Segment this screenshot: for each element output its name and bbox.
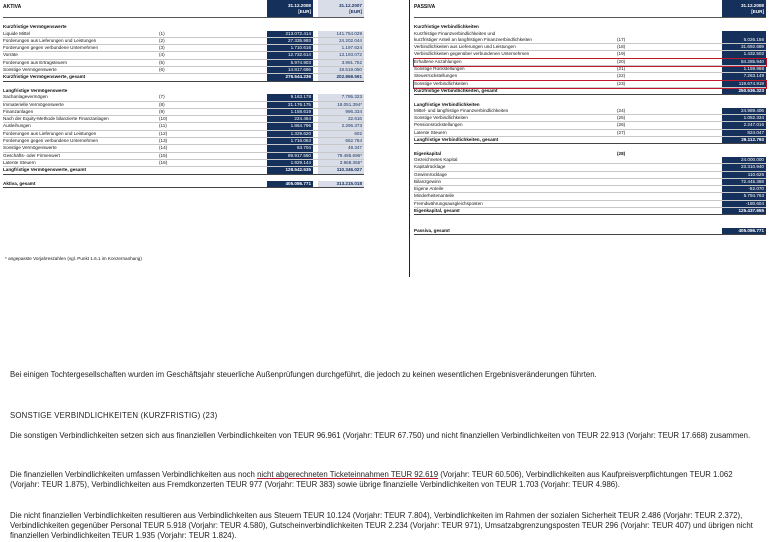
row-note: (2) xyxy=(159,37,165,43)
row-value-2008: 1.432.502 xyxy=(722,51,766,57)
table-row xyxy=(3,38,364,45)
row-value-2007: 662.784 xyxy=(318,138,364,144)
row-label: Kurzfristige Verbindlichkeiten, gesamt xyxy=(414,87,498,93)
row-label: Langfristige Verbindlichkeiten xyxy=(414,101,480,107)
row-value-2008: 110.626 xyxy=(722,172,766,178)
row-label: Sachanlagevermögen xyxy=(3,94,48,100)
row-label: Gewinnrücklage xyxy=(414,171,447,177)
table-row xyxy=(414,51,766,58)
row-note xyxy=(617,179,722,185)
row-value-2008: 7.263.149 xyxy=(722,73,766,79)
row-label: Gezeichnetes Kapital xyxy=(414,156,458,162)
row-value-2008: 63.704 xyxy=(267,145,313,151)
row-note: (19) xyxy=(617,51,626,57)
passiva-title: PASSIVA xyxy=(414,4,436,10)
table-row xyxy=(3,160,364,167)
row-label: Fremdwährungsausgleichsposten xyxy=(414,200,483,206)
row-label: Langfristige Verbindlichkeiten, gesamt xyxy=(414,137,499,143)
row-value-2008: -180.604 xyxy=(722,201,766,207)
passiva-header xyxy=(414,0,766,18)
row-note: (11) xyxy=(159,123,167,129)
row-note: (6) xyxy=(159,67,165,73)
table-row xyxy=(414,193,766,200)
table-row xyxy=(3,102,364,109)
table-row xyxy=(3,153,364,160)
row-note xyxy=(159,181,267,187)
aktiva-footnote: * angepasste Vorjahreszahlen (vgl. Punkt 1.6.1 im Konzernanhang) xyxy=(5,256,142,261)
row-value-2007: 3.968.355* xyxy=(318,160,364,166)
row-label: Kurzfristige Verbindlichkeiten xyxy=(414,24,479,30)
total-row xyxy=(414,208,766,215)
row-note: (15) xyxy=(159,152,168,158)
table-row xyxy=(414,179,766,186)
row-label: Sonstige Vermögenswerte xyxy=(3,67,57,73)
table-row xyxy=(3,131,364,138)
row-label: Latente Steuern xyxy=(3,159,36,165)
row-note: (26) xyxy=(617,122,626,128)
row-value-2007: 602 xyxy=(318,131,364,137)
aktiva-balance-sheet xyxy=(3,0,364,261)
row-value-2008: -52.070 xyxy=(722,186,766,192)
row-note: (5) xyxy=(159,59,165,65)
row-label: Geschäfts- oder Firmenwert xyxy=(3,152,60,158)
row-label: Verbindlichkeiten gegenüber verbundenen Unternehmen xyxy=(414,51,530,57)
row-value-2008: 405.086.771 xyxy=(267,181,313,187)
row-label: Kapitalrücklage xyxy=(414,164,446,170)
row-label: Minderheitenanteile xyxy=(414,193,455,199)
row-label: Nach der Equity-Methode bilanzierte Finanzanlagen xyxy=(3,116,109,122)
table-row xyxy=(414,81,766,88)
table-row xyxy=(3,67,364,74)
table-row xyxy=(414,122,766,129)
row-value-2007: 32.616 xyxy=(318,116,364,122)
row-value-2008: 72.445.368 xyxy=(722,179,766,185)
paragraph-non-financial-liabilities: Die nicht finanziellen Verbindlichkeiten resultieren aus Verbindlichkeiten aus Steuern TEUR 10.124 (Vorjahr: TEUR 7.804), Verbindlichkeiten im Rahmen der sozialen Sicherheit TEUR 2.486 (Vorjahr: TEUR 2.372), Verbindlichkeiten gegenüber Personal TEUR 5.918 (Vorjahr: TEUR 4.580), Gutscheinverbindlichkeiten TEUR 2.234 (Vorjahr: TEUR 971), Umsatzabgrenzungsposten TEUR 296 (Vorjahr: TEUR 407) und übrigen nicht finanziellen Verbindlichkeiten TEUR 1.935 (Vorjahr: TEUR 1.824). xyxy=(10,511,753,540)
row-value-2008: 128.542.535 xyxy=(267,167,313,173)
row-note: (3) xyxy=(159,45,165,51)
table-row xyxy=(414,115,766,122)
row-note: (13) xyxy=(159,138,168,144)
table-row xyxy=(3,94,364,101)
table-row xyxy=(3,138,364,145)
row-label: Forderungen aus Lieferungen und Leistungen xyxy=(3,37,97,43)
table-row xyxy=(414,66,766,73)
row-value-2007: 110.346.027 xyxy=(318,167,364,173)
row-label: kurzfristiger Anteil an langfristigen Finanzverbindlichkeiten xyxy=(414,36,532,42)
table-row xyxy=(414,157,766,164)
row-value-2007: 18.051.394* xyxy=(318,102,364,108)
row-label: Aktiva, gesamt xyxy=(3,180,36,186)
table-row xyxy=(414,186,766,193)
row-value-2007: 18.519.050 xyxy=(318,67,364,73)
row-label: Eigenkapital xyxy=(414,150,442,156)
row-label: Mittel- und langfristige Finanzverbindlichkeiten xyxy=(414,107,509,113)
row-label: Latente Steuern xyxy=(414,129,447,135)
paragraph-tax-audits: Bei einigen Tochtergesellschaften wurden im Geschäftsjahr steuerliche Außenprüfungen durchgeführt, die jedoch zu keinen wesentlichen Ergebnisveränderungen führten. xyxy=(10,370,597,379)
row-value-2008: 5.026.156 xyxy=(722,37,766,43)
row-value-2008: 1.158.619 xyxy=(267,109,313,115)
table-row xyxy=(3,31,364,38)
row-value-2007: 996.334 xyxy=(318,109,364,115)
aktiva-title: AKTIVA xyxy=(3,4,22,10)
table-row xyxy=(3,145,364,152)
row-note: (27) xyxy=(617,129,626,135)
row-label: Verbindlichkeiten aus Lieferungen und Leistungen xyxy=(414,44,516,50)
underlined-ticket-revenue: nicht abgerechneten Ticketeinnahmen TEUR 92.619 xyxy=(257,470,439,479)
table-row xyxy=(414,37,766,44)
row-label: Ausleihungen xyxy=(3,123,31,129)
table-row xyxy=(414,59,766,66)
row-value-2008: 2.247.016 xyxy=(722,122,766,128)
row-label: Pensionsrückstellungen xyxy=(414,122,463,128)
table-row xyxy=(414,164,766,171)
row-note: (10) xyxy=(159,116,168,122)
row-note: (7) xyxy=(159,94,165,100)
row-note: (14) xyxy=(159,145,168,151)
row-note: (23) xyxy=(617,80,626,86)
row-label: Kurzfristige Vermögenswerte, gesamt xyxy=(3,74,86,80)
row-value-2007: 313.215.018 xyxy=(318,181,364,187)
total-row xyxy=(414,228,766,235)
row-label: Sonstige Verbindlichkeiten xyxy=(414,80,468,86)
row-value-2007: 3.991.752 xyxy=(318,60,364,66)
row-value-2008: 24.989.406 xyxy=(722,108,766,114)
row-value-2008: 119.674.919 xyxy=(722,81,766,87)
row-note: (8) xyxy=(159,101,165,107)
row-note xyxy=(159,74,267,80)
table-row xyxy=(3,109,364,116)
row-value-2008: 21.176.175 xyxy=(267,102,313,108)
row-label: Sonstige Verbindlichkeiten xyxy=(414,115,468,121)
row-value-2008: 89.917.550 xyxy=(267,153,313,159)
table-row xyxy=(3,116,364,123)
row-value-2008: 824.047 xyxy=(722,130,766,136)
row-value-2008: 27.335.993 xyxy=(267,38,313,44)
row-value-2008: 84.285.940 xyxy=(722,59,766,65)
row-label: Sonstige Vermögenswerte xyxy=(3,145,57,151)
table-row xyxy=(414,201,766,208)
aktiva-header xyxy=(3,0,364,18)
row-value-2007: 141.754.029 xyxy=(318,31,364,37)
row-label: Immaterielle Vermögenswerte xyxy=(3,101,64,107)
row-value-2008: 1.716.063 xyxy=(267,138,313,144)
row-note xyxy=(617,157,722,163)
row-note: (28) xyxy=(617,150,626,156)
row-label: Kurzfristige Vermögenswerte xyxy=(3,24,67,30)
row-label: Erhaltene Anzahlungen xyxy=(414,58,462,64)
total-row xyxy=(3,74,364,81)
row-note xyxy=(617,201,722,207)
table-row xyxy=(3,60,364,67)
row-value-2008: 1.864.796 xyxy=(267,123,313,129)
row-note: (21) xyxy=(617,66,626,72)
row-note xyxy=(617,137,722,143)
passiva-rows xyxy=(414,18,766,235)
row-label: Langfristige Vermögenswerte xyxy=(3,87,68,93)
row-label: Vorräte xyxy=(3,52,18,58)
row-note: (18) xyxy=(617,44,626,50)
table-row xyxy=(414,172,766,179)
row-note xyxy=(617,186,722,192)
table-row xyxy=(3,52,364,59)
row-value-2008: 213.072.414 xyxy=(267,31,313,37)
table-row xyxy=(3,123,364,130)
passiva-col-2008: 31.12.2008 [EUR] xyxy=(722,0,766,17)
row-label: Sonstige Rückstellungen xyxy=(414,66,465,72)
row-label: Forderungen aus Ertragsteuern xyxy=(3,59,68,65)
row-note: (16) xyxy=(159,159,168,165)
row-value-2008: 9.163.178 xyxy=(267,94,313,100)
row-note xyxy=(159,167,267,173)
row-label: Forderungen gegen verbundene Unternehmen xyxy=(3,45,99,51)
row-value-2007: 79.485.696* xyxy=(318,153,364,159)
row-label: Liquide Mittel xyxy=(3,30,31,36)
row-value-2008: 1.159.968 xyxy=(722,66,766,72)
row-note: (25) xyxy=(617,115,626,121)
row-value-2008: 1.710.616 xyxy=(267,45,313,51)
row-label: Langfristige Vermögenswerte, gesamt xyxy=(3,167,86,173)
row-value-2008: 125.437.655 xyxy=(722,208,766,214)
row-note: (17) xyxy=(617,36,626,42)
row-note: (22) xyxy=(617,73,626,79)
row-note xyxy=(617,208,722,214)
row-value-2008: 31.692.689 xyxy=(722,44,766,50)
row-label: Kurzfristige Finanzverbindlichkeiten und xyxy=(414,30,496,36)
table-row xyxy=(414,73,766,80)
table-row xyxy=(414,108,766,115)
row-value-2008: 1.052.334 xyxy=(722,115,766,121)
row-value-2007: 202.868.591 xyxy=(318,74,364,80)
row-value-2008: 224.464 xyxy=(267,116,313,122)
row-note: (12) xyxy=(159,130,168,136)
row-value-2008: 29.112.793 xyxy=(722,137,766,143)
row-value-2007: 1.197.624 xyxy=(318,45,364,51)
table-row xyxy=(414,44,766,51)
row-label: Forderungen gegen verbundene Unternehmen xyxy=(3,138,99,144)
row-value-2008: 5.974.903 xyxy=(267,60,313,66)
row-label: Bilanzgewinn xyxy=(414,178,442,184)
row-value-2008: 1.929.144 xyxy=(267,160,313,166)
row-note: (4) xyxy=(159,52,165,58)
row-note xyxy=(617,164,722,170)
row-label: Eigenkapital, gesamt xyxy=(414,208,460,214)
row-note: (24) xyxy=(617,107,626,113)
row-value-2007: 49.347 xyxy=(318,145,364,151)
total-row xyxy=(3,167,364,174)
aktiva-col-2008: 31.12.2008 [EUR] xyxy=(267,0,313,17)
aktiva-col-2007: 31.12.2007 [EUR] xyxy=(318,0,364,17)
row-value-2007: 2.296.373 xyxy=(318,123,364,129)
divider-line xyxy=(409,0,410,277)
row-note xyxy=(617,228,722,234)
paragraph-financial-liabilities: Die finanziellen Verbindlichkeiten umfassen Verbindlichkeiten aus noch nicht abgerechneten Ticketeinnahmen TEUR 92.619 (Vorjahr: TEUR 60.506), Verbindlichkeiten aus Kaufpreisverpflichtungen TEUR 1.062 (Vorjahr: TEUR 1.875), Verbindlichkeiten aus Fremdkonzerten TEUR 977 (Vorjahr: TEUR 383) sowie übrige finanzielle Verbindlichkeiten von TEUR 1.703 (Vorjahr: TEUR 4.986). xyxy=(10,470,733,489)
row-value-2008: 405.086.771 xyxy=(722,228,766,234)
row-note: (20) xyxy=(617,58,626,64)
row-note xyxy=(617,88,722,94)
row-label: Forderungen aus Lieferungen und Leistungen xyxy=(3,130,97,136)
table-row xyxy=(414,130,766,137)
row-note xyxy=(617,172,722,178)
row-note: (1) xyxy=(159,30,165,36)
row-label: Steuerrückstellungen xyxy=(414,73,458,79)
section-heading: SONSTIGE VERBINDLICHKEITEN (KURZFRISTIG) (23) xyxy=(10,411,218,420)
row-label: Eigene Anteile xyxy=(414,186,444,192)
row-value-2008: 5.794.763 xyxy=(722,193,766,199)
row-note: (9) xyxy=(159,108,165,114)
row-value-2007: 7.795.323 xyxy=(318,94,364,100)
row-label: Finanzanlagen xyxy=(3,108,34,114)
paragraph-other-liabilities: Die sonstigen Verbindlichkeiten setzen sich aus finanziellen Verbindlichkeiten von TEUR 96.961 (Vorjahr: TEUR 67.750) und nicht finanziellen Verbindlichkeiten von TEUR 22.913 (Vorjahr: TEUR 17.668) zusammen. xyxy=(10,431,751,440)
row-value-2007: 13.193.072 xyxy=(318,52,364,58)
table-row xyxy=(3,45,364,52)
row-value-2008: 23.310.940 xyxy=(722,164,766,170)
row-label: Passiva, gesamt xyxy=(414,227,450,233)
total-row xyxy=(414,88,766,95)
row-note xyxy=(617,193,722,199)
row-value-2008: 276.544.236 xyxy=(267,74,313,80)
row-value-2008: 14.817.696 xyxy=(267,67,313,73)
row-value-2008: 12.732.614 xyxy=(267,52,313,58)
total-row xyxy=(3,181,364,188)
row-value-2007: 24.202.044 xyxy=(318,38,364,44)
aktiva-rows xyxy=(3,18,364,188)
passiva-balance-sheet xyxy=(414,0,766,235)
total-row xyxy=(414,137,766,144)
row-value-2008: 24.000.000 xyxy=(722,157,766,163)
row-value-2008: 250.536.323 xyxy=(722,88,766,94)
row-value-2008: 1.329.620 xyxy=(267,131,313,137)
